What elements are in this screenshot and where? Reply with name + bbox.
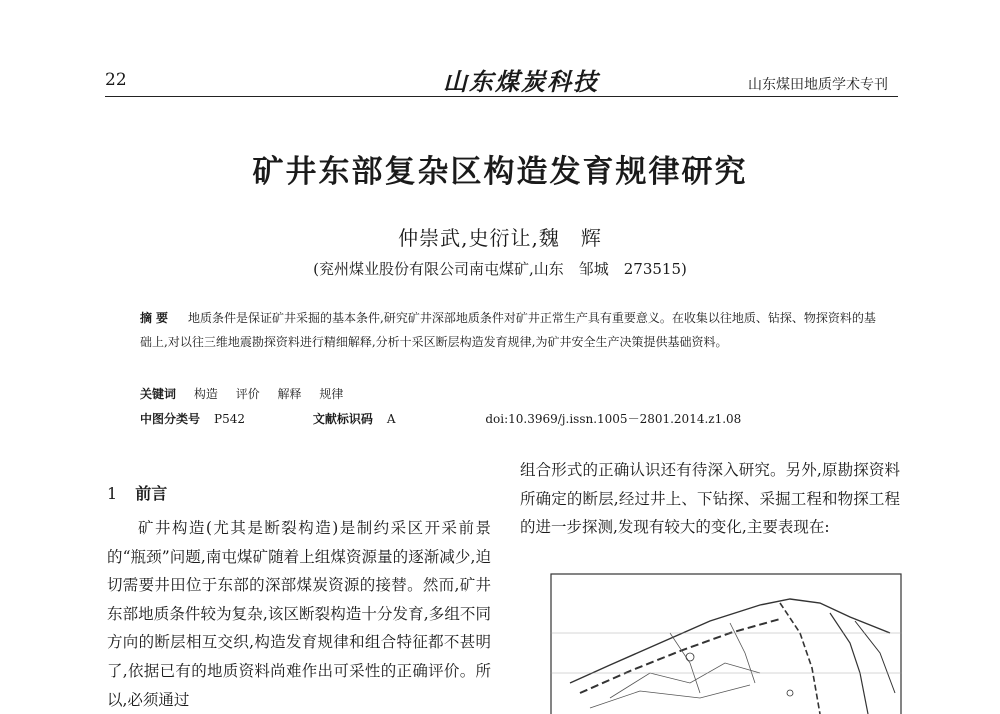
doc-code-label: 文献标识码	[312, 412, 373, 426]
article-affiliation: (兖州煤业股份有限公司南屯煤矿,山东 邹城 273515)	[313, 260, 687, 278]
article-title: 矿井东部复杂区构造发育规律研究	[252, 154, 748, 190]
fault-line	[780, 603, 820, 714]
classification-line	[140, 410, 900, 427]
keywords-line	[140, 385, 357, 402]
fault-line	[590, 685, 750, 708]
fault-line	[730, 623, 755, 683]
keyword: 解释	[277, 387, 302, 401]
article-authors: 仲崇武,史衍让,魏 辉	[398, 226, 602, 250]
abstract-label: 摘要	[140, 311, 173, 325]
keyword: 构造	[193, 387, 218, 401]
borehole-marker	[787, 690, 793, 696]
doi: doi:10.3969/j.issn.1005－2801.2014.z1.08	[485, 412, 742, 426]
map-boundary	[570, 599, 890, 683]
abstract-block	[140, 306, 876, 354]
abstract-text: 地质条件是保证矿井采掘的基本条件,研究矿井深部地质条件对矿井正常生产具有重要意义。在收集以往地质、钻探、物探资料的基础上,对以往三维地震勘探资料进行精细解释,分析十采区断层构造发育规律,为矿井安全生产决策提供基础资料。	[140, 311, 876, 349]
keywords-label: 关键词	[140, 387, 177, 401]
class-label: 中图分类号	[140, 412, 201, 426]
page-number: 22	[105, 70, 127, 90]
fault-line	[855, 621, 895, 693]
keyword: 规律	[319, 387, 344, 401]
section-number: 1	[107, 484, 118, 503]
fault-line	[830, 613, 868, 714]
header-rule	[105, 96, 898, 97]
journal-masthead: 山东煤炭科技	[443, 67, 599, 96]
figure-frame	[551, 574, 901, 714]
right-column	[520, 456, 900, 542]
doc-code-value: A	[386, 412, 396, 426]
fault-line	[610, 663, 760, 698]
geologic-map-figure	[550, 573, 902, 714]
keyword: 评价	[235, 387, 260, 401]
left-column	[107, 514, 491, 714]
body-paragraph: 矿井构造(尤其是断裂构造)是制约采区开采前景的“瓶颈”问题,南屯煤矿随着上组煤资源量的逐渐减少,迫切需要井田位于东部的深部煤炭资源的接替。然而,矿井东部地质条件较为复杂,该区断裂构造十分发育,多组不同方向的断层相互交织,构造发育规律和组合特征都不甚明了,依据已有的地质资料尚难作出可采性的正确评价。所以,必须通过	[107, 519, 491, 709]
class-value: P542	[214, 412, 245, 426]
body-paragraph: 组合形式的正确认识还有待深入研究。另外,原勘探资料所确定的断层,经过井上、下钻探、采掘工程和物探工程的进一步探测,发现有较大的变化,主要表现在:	[520, 461, 900, 537]
fault-line	[670, 633, 700, 693]
borehole-marker	[686, 653, 694, 661]
section-heading	[107, 481, 167, 504]
section-title: 前言	[135, 484, 168, 503]
issue-label: 山东煤田地质学术专刊	[748, 77, 888, 93]
fault-line	[580, 619, 780, 693]
